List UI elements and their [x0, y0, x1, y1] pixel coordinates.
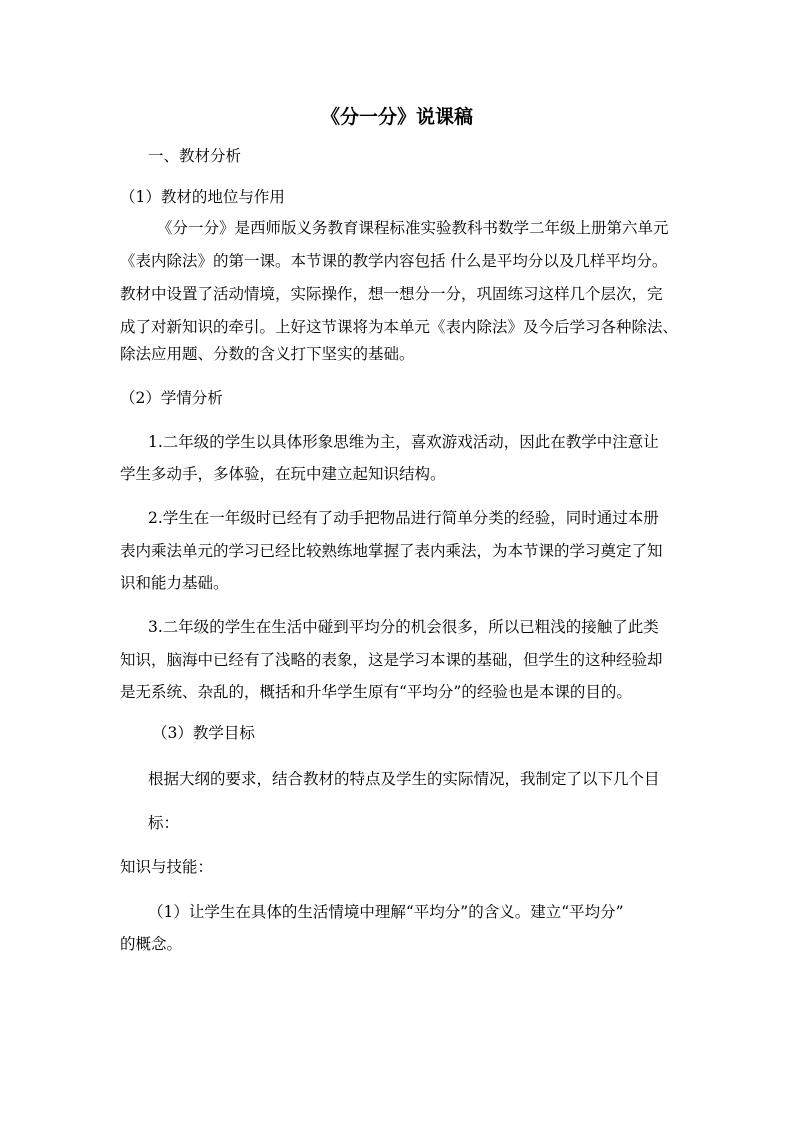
paragraph-line: 成了对新知识的牵引。上好这节课将为本单元《表内除法》及今后学习各种除法、 [120, 318, 679, 336]
paragraph-line: 学生多动手，多体验，在玩中建立起知识结构。 [120, 465, 446, 483]
paragraph-line: （1）让学生在具体的生活情境中理解“平均分”的含义。建立“平均分” [148, 903, 624, 921]
paragraph-line: 除法应用题、分数的含义打下坚实的基础。 [120, 345, 415, 363]
paragraph-line: 是无系统、杂乱的，概括和升华学生原有“平均分”的经验也是本课的目的。 [120, 683, 632, 701]
paragraph-line: 识和能力基础。 [120, 574, 229, 592]
paragraph-line: 根据大纲的要求，结合教材的特点及学生的实际情况，我制定了以下几个目 [148, 770, 660, 788]
section-heading-analysis: 一、教材分析 [148, 147, 242, 165]
paragraph-line: 2.学生在一年级时已经有了动手把物品进行简单分类的经验，同时通过本册 [148, 509, 659, 527]
page-title: 《分一分》说课稿 [320, 106, 473, 128]
paragraph-line: 教材中设置了活动情境，实际操作，想一想分一分，巩固练习这样几个层次，完 [120, 285, 663, 303]
paragraph-line: 1.二年级的学生以具体形象思维为主，喜欢游戏活动，因此在教学中注意让 [148, 433, 659, 451]
paragraph-line: 的概念。 [120, 935, 183, 953]
paragraph-line: 标： [148, 814, 180, 832]
paragraph-line: 《分一分》是西师版义务教育课程标准实验教科书数学二年级上册第六单元 [157, 219, 669, 237]
paragraph-line: 知识，脑海中已经有了浅略的表象，这是学习本课的基础，但学生的这种经验却 [120, 651, 663, 669]
subsection-heading-students: （2）学情分析 [120, 389, 223, 407]
paragraph-line: 《表内除法》的第一课。本节课的教学内容包括 什么是平均分以及几样平均分。 [120, 252, 668, 270]
subsection-heading-goals: （3）教学目标 [152, 724, 255, 742]
heading-knowledge-skills: 知识与技能： [120, 858, 214, 876]
subsection-heading-position: （1）教材的地位与作用 [120, 188, 285, 206]
paragraph-line: 表内乘法单元的学习已经比较熟练地掌握了表内乘法，为本节课的学习奠定了知 [120, 542, 663, 560]
paragraph-line: 3.二年级的学生在生活中碰到平均分的机会很多，所以已粗浅的接触了此类 [148, 618, 659, 636]
